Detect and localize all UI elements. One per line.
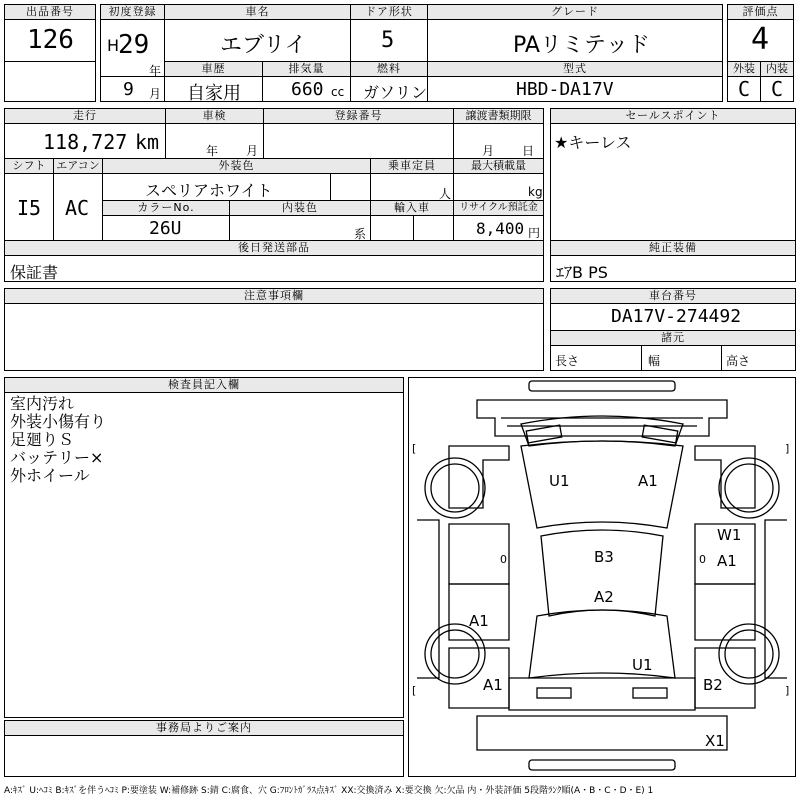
later-parts-cell: [4, 255, 544, 282]
transfer-day-unit: 日: [522, 144, 535, 158]
reg-month-unit: 月: [149, 87, 162, 101]
model-value: HBD-DA17V: [516, 79, 614, 100]
inspector-line: 足廻りＳ: [10, 430, 75, 449]
diagram-bracket-close-bottom: ]: [785, 684, 790, 697]
capacity-header: 乗車定員: [370, 158, 454, 174]
width-label: 幅: [648, 354, 661, 368]
reg-month-cell: [100, 76, 165, 102]
maxload-unit: kg: [528, 185, 543, 199]
chassis-value: DA17V-274492: [611, 306, 742, 327]
damage-mark-b3: B3: [594, 548, 614, 566]
rear-left-wheel: [425, 624, 485, 684]
mileage-value: 118,727: [43, 130, 128, 154]
displacement-header: 排気量: [262, 61, 351, 77]
inspector-line: バッテリー×: [10, 448, 104, 467]
lot-no-blank: [4, 61, 96, 102]
model-cell: [427, 76, 723, 102]
exterior-color-value: スペリアホワイト: [145, 181, 273, 200]
genuine-cell: [550, 255, 796, 282]
regno-cell: [263, 123, 454, 159]
damage-mark-a2: A2: [594, 588, 614, 606]
import-header: 輸入車: [370, 200, 454, 216]
exterior-color-header: 外装色: [102, 158, 371, 174]
rear-light-right: [633, 688, 667, 698]
front-right-wheel-inner: [725, 464, 773, 512]
damage-mark-a1-left: A1: [469, 612, 489, 630]
right-rear-door: [695, 584, 755, 640]
interior-color-cell: [229, 215, 371, 241]
body-center-outline: [521, 441, 683, 528]
front-glass-left: [526, 425, 562, 443]
exterior-color-extra: [330, 173, 371, 201]
fuel-header: 燃料: [350, 61, 428, 77]
ac-value: AC: [65, 196, 90, 220]
grade-value: PAリミテッド: [513, 33, 650, 58]
right-rocker: [765, 520, 787, 678]
regno-header: 登録番号: [263, 108, 454, 124]
inspection-cell: [165, 123, 264, 159]
damage-mark-a1-right: A1: [717, 552, 737, 570]
first-reg-cell: [100, 19, 165, 77]
rear-body-outline: [529, 610, 675, 678]
transfer-month-unit: 月: [482, 144, 495, 158]
rear-bumper-outline: [477, 716, 727, 750]
later-parts-header: 後日発送部品: [4, 240, 544, 256]
recycle-value: 8,400: [476, 219, 525, 238]
diagram-zero-right: 0: [699, 553, 706, 566]
reg-month-value: 9: [123, 79, 134, 100]
int-score-header: 内装: [760, 61, 794, 77]
front-right-wheel: [719, 458, 779, 518]
sales-point-header: セールスポイント: [550, 108, 796, 124]
diagram-bracket-open-bottom: [: [412, 684, 417, 697]
int-score-cell: [760, 76, 794, 102]
inspector-line: 室内汚れ: [10, 394, 75, 413]
height-label: 高さ: [726, 354, 751, 368]
damage-mark-u1-bottom: U1: [632, 656, 653, 674]
score-cell: [727, 19, 794, 62]
diagram-bracket-close-top: ]: [785, 442, 790, 455]
rear-right-wheel: [719, 624, 779, 684]
diagram-zero-left: 0: [500, 553, 507, 566]
colorno-value: 26U: [149, 218, 182, 239]
ext-score-header: 外装: [727, 61, 761, 77]
mileage-cell: [4, 123, 166, 159]
chassis-header: 車台番号: [550, 288, 796, 304]
doors-cell: [350, 19, 428, 62]
first-reg-header: 初度登録: [100, 4, 165, 20]
reg-year-unit: 年: [149, 64, 162, 77]
interior-color-header: 内装色: [229, 200, 371, 216]
damage-mark-a1-top: A1: [638, 472, 658, 490]
lot-no-cell: [4, 19, 96, 62]
ext-score-value: C: [738, 77, 751, 101]
rear-light-left: [537, 688, 571, 698]
rear-left-wheel-inner: [431, 630, 479, 678]
colorno-header: カラーNo.: [102, 200, 230, 216]
genuine-text: ｴｱB PS: [556, 263, 608, 282]
mileage-unit: km: [135, 130, 160, 154]
recycle-unit: 円: [528, 226, 541, 240]
doors-value: 5: [381, 28, 395, 53]
rear-bumper-strip: [529, 760, 675, 770]
lot-no-header: 出品番号: [4, 4, 96, 20]
length-label: 長さ: [555, 354, 580, 368]
front-left-wheel-inner: [431, 464, 479, 512]
left-rocker: [417, 520, 439, 678]
damage-mark-u1-top: U1: [549, 472, 570, 490]
era-value: H: [107, 36, 120, 55]
inspector-line: 外装小傷有り: [10, 412, 107, 431]
recycle-header: リサイクル預託金: [453, 200, 544, 216]
score-header: 評価点: [727, 4, 794, 20]
notes-cell: [4, 303, 544, 371]
later-parts-text: 保証書: [10, 263, 59, 282]
ext-score-cell: [727, 76, 761, 102]
car-diagram-frame: [408, 377, 796, 777]
damage-mark-a1-bottom-left: A1: [483, 676, 503, 694]
diagram-bracket-open-top: [: [412, 442, 417, 455]
front-right-fender: [695, 446, 755, 508]
displacement-unit: cc: [331, 85, 345, 99]
doors-header: ドア形状: [350, 4, 428, 20]
front-glass-right: [642, 425, 678, 443]
length-cell: [550, 345, 642, 371]
inspection-header: 車検: [165, 108, 264, 124]
interior-color-unit: 系: [354, 227, 367, 241]
fuel-cell: [350, 76, 428, 102]
front-bumper-outline: [529, 381, 675, 391]
exterior-color-cell: [102, 173, 331, 201]
grade-header: グレード: [427, 4, 723, 20]
score-value: 4: [751, 22, 770, 57]
inspector-cell: [4, 392, 404, 718]
reg-year-value: 29: [118, 30, 150, 60]
damage-mark-x1: X1: [705, 732, 725, 750]
office-header: 事務局よりご案内: [4, 720, 404, 736]
damage-mark-w1: W1: [717, 526, 742, 544]
notes-header: 注意事項欄: [4, 288, 544, 304]
displacement-cell: [262, 76, 351, 102]
car-name-value: エブリイ: [220, 33, 307, 58]
ac-cell: [53, 173, 103, 241]
legend-text: A:ｷｽﾞ U:ﾍｺﾐ B:ｷｽﾞを伴うﾍｺﾐ P:要塗装 W:補修跡 S:錆 C:腐食、穴 G:ﾌﾛﾝﾄｶﾞﾗｽ点ｷｽﾞ XX:交換済み X:要交換 欠:欠品 内・外装評価 5段階ﾗﾝｸ順(A・B・C・D・E) 1: [4, 786, 654, 796]
car-name-header: 車名: [164, 4, 351, 20]
history-cell: [164, 76, 263, 102]
history-header: 車歴: [164, 61, 263, 77]
damage-mark-b2: B2: [703, 676, 723, 694]
int-score-value: C: [771, 77, 784, 101]
front-left-wheel: [425, 458, 485, 518]
recycle-cell: [453, 215, 544, 241]
car-diagram: [409, 378, 795, 776]
inspection-year-unit: 年: [206, 144, 219, 158]
inspector-header: 検査員記入欄: [4, 377, 404, 393]
import-cell-b: [413, 215, 454, 241]
lot-no-value: 126: [27, 25, 74, 55]
sales-point-text: ★キーレス: [554, 133, 632, 152]
transfer-header: 譲渡書類期限: [453, 108, 544, 124]
width-cell: [641, 345, 722, 371]
model-header: 型式: [427, 61, 723, 77]
genuine-header: 純正装備: [550, 240, 796, 256]
capacity-unit: 人: [439, 187, 452, 201]
shift-value: I5: [17, 196, 42, 220]
rear-right-wheel-inner: [725, 630, 773, 678]
dims-header: 諸元: [550, 330, 796, 346]
history-value: 自家用: [187, 83, 241, 102]
chassis-cell: [550, 303, 796, 331]
height-cell: [721, 345, 796, 371]
displacement-value: 660: [291, 79, 324, 100]
shift-cell: [4, 173, 54, 241]
shift-header: シフト: [4, 158, 54, 174]
maxload-header: 最大積載量: [453, 158, 544, 174]
car-name-cell: [164, 19, 351, 62]
transfer-cell: [453, 123, 544, 159]
import-cell-a: [370, 215, 414, 241]
sales-point-cell: [550, 123, 796, 241]
colorno-cell: [102, 215, 230, 241]
inspector-line: 外ホイール: [10, 466, 90, 485]
capacity-cell: [370, 173, 454, 201]
front-left-fender: [449, 446, 509, 508]
inspection-month-unit: 月: [246, 144, 259, 158]
ac-header: エアコン: [53, 158, 103, 174]
mileage-header: 走行: [4, 108, 166, 124]
fuel-value: ガソリン: [363, 83, 428, 102]
grade-cell: [427, 19, 723, 62]
office-cell: [4, 735, 404, 777]
maxload-cell: [453, 173, 544, 201]
